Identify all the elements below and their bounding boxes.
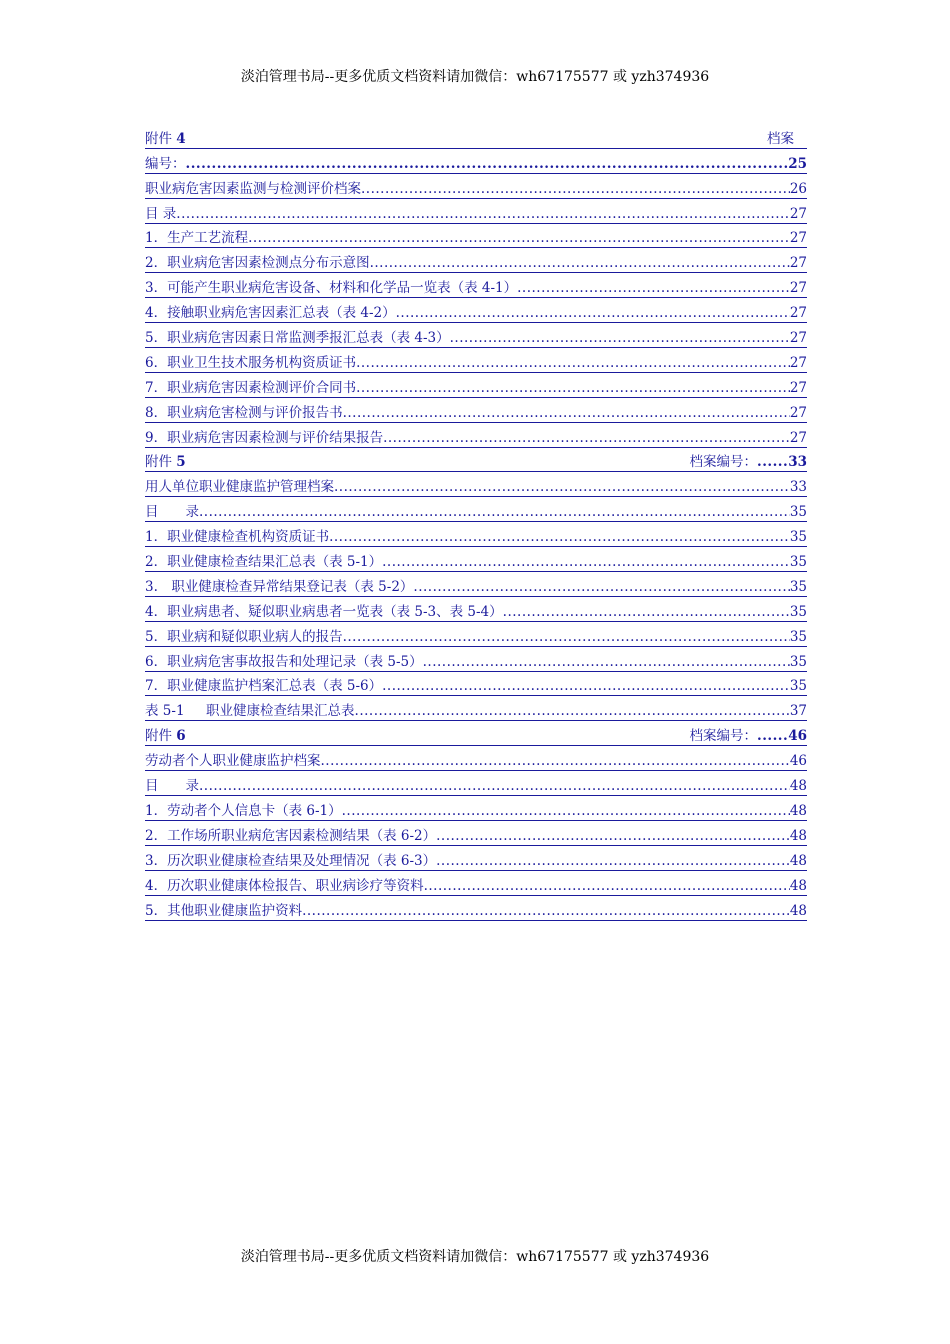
toc-entry-leader	[370, 255, 790, 272]
toc-entry-leader	[343, 629, 790, 646]
toc-entry-label: 附件 4	[145, 130, 186, 147]
toc-entry-leader	[329, 529, 790, 546]
toc-entry-page: 37	[789, 703, 807, 720]
toc-entry-leader	[517, 280, 790, 297]
toc-entry-leader	[176, 206, 790, 223]
toc-entry[interactable]	[145, 373, 807, 398]
page-footer: 淡泊管理书局--更多优质文档资料请加微信：wh67175577 或 yzh374936	[240, 1249, 710, 1265]
toc-entry-label: 9．职业病危害因素检测与评价结果报告	[145, 429, 384, 446]
toc-entry-label: 附件 5	[145, 454, 186, 471]
toc-entry-page: 48	[789, 802, 807, 819]
toc-entry[interactable]	[145, 896, 807, 921]
toc-entry[interactable]	[145, 522, 807, 547]
toc-entry-label: 3．可能产生职业病危害设备、材料和化学品一览表（表 4-1）	[145, 280, 518, 297]
toc-entry-leader	[343, 405, 790, 422]
toc-entry-label: 2．职业健康检查结果汇总表（表 5-1）	[145, 554, 383, 571]
toc-entry[interactable]	[145, 796, 807, 821]
toc-entry-page: 27	[789, 404, 807, 421]
toc-entry-label: 7．职业病危害因素检测评价合同书	[145, 379, 357, 396]
toc-entry[interactable]	[145, 224, 807, 249]
toc-entry-page: 35	[789, 504, 807, 521]
toc-entry-label: 表 5-1	[145, 703, 185, 720]
toc-entry-label: 1．生产工艺流程	[145, 230, 249, 247]
toc-entry-page: 27	[789, 205, 807, 222]
toc-entry-label: 目 录	[145, 205, 177, 222]
toc-entry[interactable]	[145, 547, 807, 572]
toc-entry-page: 46	[788, 728, 807, 745]
toc-entry-page: 48	[789, 877, 807, 894]
toc-entry-leader	[757, 454, 788, 471]
toc-entry-page: 33	[788, 454, 807, 471]
toc-entry-page: 35	[789, 603, 807, 620]
toc-entry-leader	[356, 355, 790, 372]
toc-entry[interactable]	[145, 273, 807, 298]
toc-entry-leader	[503, 604, 790, 621]
toc-entry-label: 4．接触职业病危害因素汇总表（表 4-2）	[145, 305, 396, 322]
toc-entry-label: 4．职业病患者、疑似职业病患者一览表（表 5-3、表 5-4）	[145, 603, 503, 620]
toc-entry-leader	[355, 703, 790, 720]
toc-entry-label: 编号：	[145, 155, 186, 172]
toc-entry-leader	[334, 479, 790, 496]
toc-entry-label: 8．职业病危害检测与评价报告书	[145, 404, 343, 421]
toc-entry-leader	[356, 380, 790, 397]
toc-entry[interactable]	[145, 871, 807, 896]
table-of-contents	[145, 124, 807, 921]
toc-entry[interactable]	[145, 746, 807, 771]
toc-entry-leader	[186, 156, 789, 173]
toc-entry[interactable]	[145, 248, 807, 273]
toc-entry-leader	[413, 579, 789, 596]
toc-entry[interactable]	[145, 149, 807, 174]
toc-entry-label: 5．职业病危害因素日常监测季报汇总表（表 4-3）	[145, 330, 450, 347]
toc-entry-label: 1．职业健康检查机构资质证书	[145, 529, 330, 546]
toc-entry[interactable]	[145, 497, 807, 522]
toc-entry-leader	[361, 181, 790, 198]
toc-entry-leader	[436, 853, 790, 870]
toc-entry-page: 35	[789, 578, 807, 595]
toc-entry-leader	[757, 728, 788, 745]
toc-entry-page: 48	[789, 827, 807, 844]
toc-entry-label: 2．职业病危害因素检测点分布示意图	[145, 255, 370, 272]
toc-entry[interactable]	[145, 298, 807, 323]
toc-entry-page: 27	[789, 230, 807, 247]
toc-entry[interactable]	[145, 323, 807, 348]
toc-entry-page: 35	[789, 529, 807, 546]
toc-entry-leader	[450, 330, 790, 347]
toc-entry-label: 6．职业病危害事故报告和处理记录（表 5-5）	[145, 653, 423, 670]
toc-entry[interactable]	[145, 821, 807, 846]
toc-entry-label: 5．其他职业健康监护资料	[145, 902, 303, 919]
toc-entry-page: 33	[789, 479, 807, 496]
toc-entry[interactable]	[145, 199, 807, 224]
toc-entry-page: 35	[789, 628, 807, 645]
toc-entry-page: 27	[789, 305, 807, 322]
toc-entry[interactable]	[145, 696, 807, 721]
toc-entry-right-label: 档案编号：	[689, 454, 757, 471]
toc-entry-label: 目 录	[145, 778, 199, 795]
toc-entry-page: 26	[789, 180, 807, 197]
toc-entry-label: 5．职业病和疑似职业病人的报告	[145, 628, 343, 645]
toc-entry[interactable]	[145, 622, 807, 647]
toc-entry-label: 3. 职业健康检查异常结果登记表（表 5-2）	[145, 578, 414, 595]
toc-entry-page: 48	[789, 852, 807, 869]
toc-entry-page: 27	[789, 429, 807, 446]
toc-entry-page: 27	[789, 280, 807, 297]
toc-entry-page: 48	[789, 902, 807, 919]
toc-entry-label: 2．工作场所职业病危害因素检测结果（表 6-2）	[145, 827, 437, 844]
toc-entry[interactable]	[145, 572, 807, 597]
toc-entry[interactable]	[145, 398, 807, 423]
toc-entry[interactable]	[145, 348, 807, 373]
toc-entry[interactable]	[145, 174, 807, 199]
toc-entry-label: 附件 6	[145, 728, 186, 745]
toc-entry-leader	[342, 803, 790, 820]
toc-entry[interactable]	[145, 721, 807, 746]
toc-entry[interactable]	[145, 771, 807, 796]
toc-entry[interactable]	[145, 597, 807, 622]
toc-entry-page: 27	[789, 379, 807, 396]
toc-entry-label-2: 职业健康检查结果汇总表	[206, 703, 355, 720]
toc-entry-page: 48	[789, 778, 807, 795]
toc-entry-right-label: 档案编号：	[689, 728, 757, 745]
toc-entry-label: 劳动者个人职业健康监护档案	[145, 753, 321, 770]
toc-entry-page: 27	[789, 330, 807, 347]
toc-entry-leader	[382, 678, 790, 695]
toc-entry[interactable]	[145, 472, 807, 497]
toc-entry-page: 35	[789, 653, 807, 670]
toc-entry[interactable]	[145, 846, 807, 871]
toc-entry-label: 目 录	[145, 504, 199, 521]
toc-entry-page: 27	[789, 255, 807, 272]
toc-entry-leader	[423, 654, 790, 671]
toc-entry-label: 职业病危害因素监测与检测评价档案	[145, 180, 361, 197]
toc-entry-page: 46	[789, 753, 807, 770]
toc-entry-label: 用人单位职业健康监护管理档案	[145, 479, 334, 496]
toc-entry-page: 35	[789, 678, 807, 695]
toc-entry-page	[794, 147, 807, 148]
toc-entry[interactable]	[145, 672, 807, 697]
toc-entry-page: 25	[788, 155, 807, 172]
toc-entry-leader	[199, 778, 790, 795]
toc-entry[interactable]	[145, 448, 807, 473]
toc-entry-label: 3．历次职业健康检查结果及处理情况（表 6-3）	[145, 852, 437, 869]
toc-entry-leader	[383, 430, 790, 447]
toc-entry-label: 1．劳动者个人信息卡（表 6-1）	[145, 802, 342, 819]
toc-entry-leader	[424, 878, 790, 895]
toc-entry-leader	[248, 230, 790, 247]
toc-entry-leader	[302, 903, 790, 920]
toc-entry-leader	[199, 504, 790, 521]
toc-entry-label: 7．职业健康监护档案汇总表（表 5-6）	[145, 678, 383, 695]
toc-entry-leader	[436, 828, 790, 845]
toc-entry-leader	[382, 554, 790, 571]
toc-entry-leader	[321, 753, 790, 770]
toc-entry-leader	[396, 305, 790, 322]
toc-entry[interactable]	[145, 647, 807, 672]
toc-entry[interactable]	[145, 423, 807, 448]
toc-entry-page: 35	[789, 554, 807, 571]
toc-entry-page: 27	[789, 354, 807, 371]
page-header: 淡泊管理书局--更多优质文档资料请加微信：wh67175577 或 yzh374936	[240, 69, 710, 85]
toc-entry[interactable]	[145, 124, 807, 149]
toc-entry-label: 6．职业卫生技术服务机构资质证书	[145, 354, 357, 371]
toc-entry-label: 4．历次职业健康体检报告、职业病诊疗等资料	[145, 877, 424, 894]
toc-entry-right-label: 档案	[767, 130, 794, 147]
